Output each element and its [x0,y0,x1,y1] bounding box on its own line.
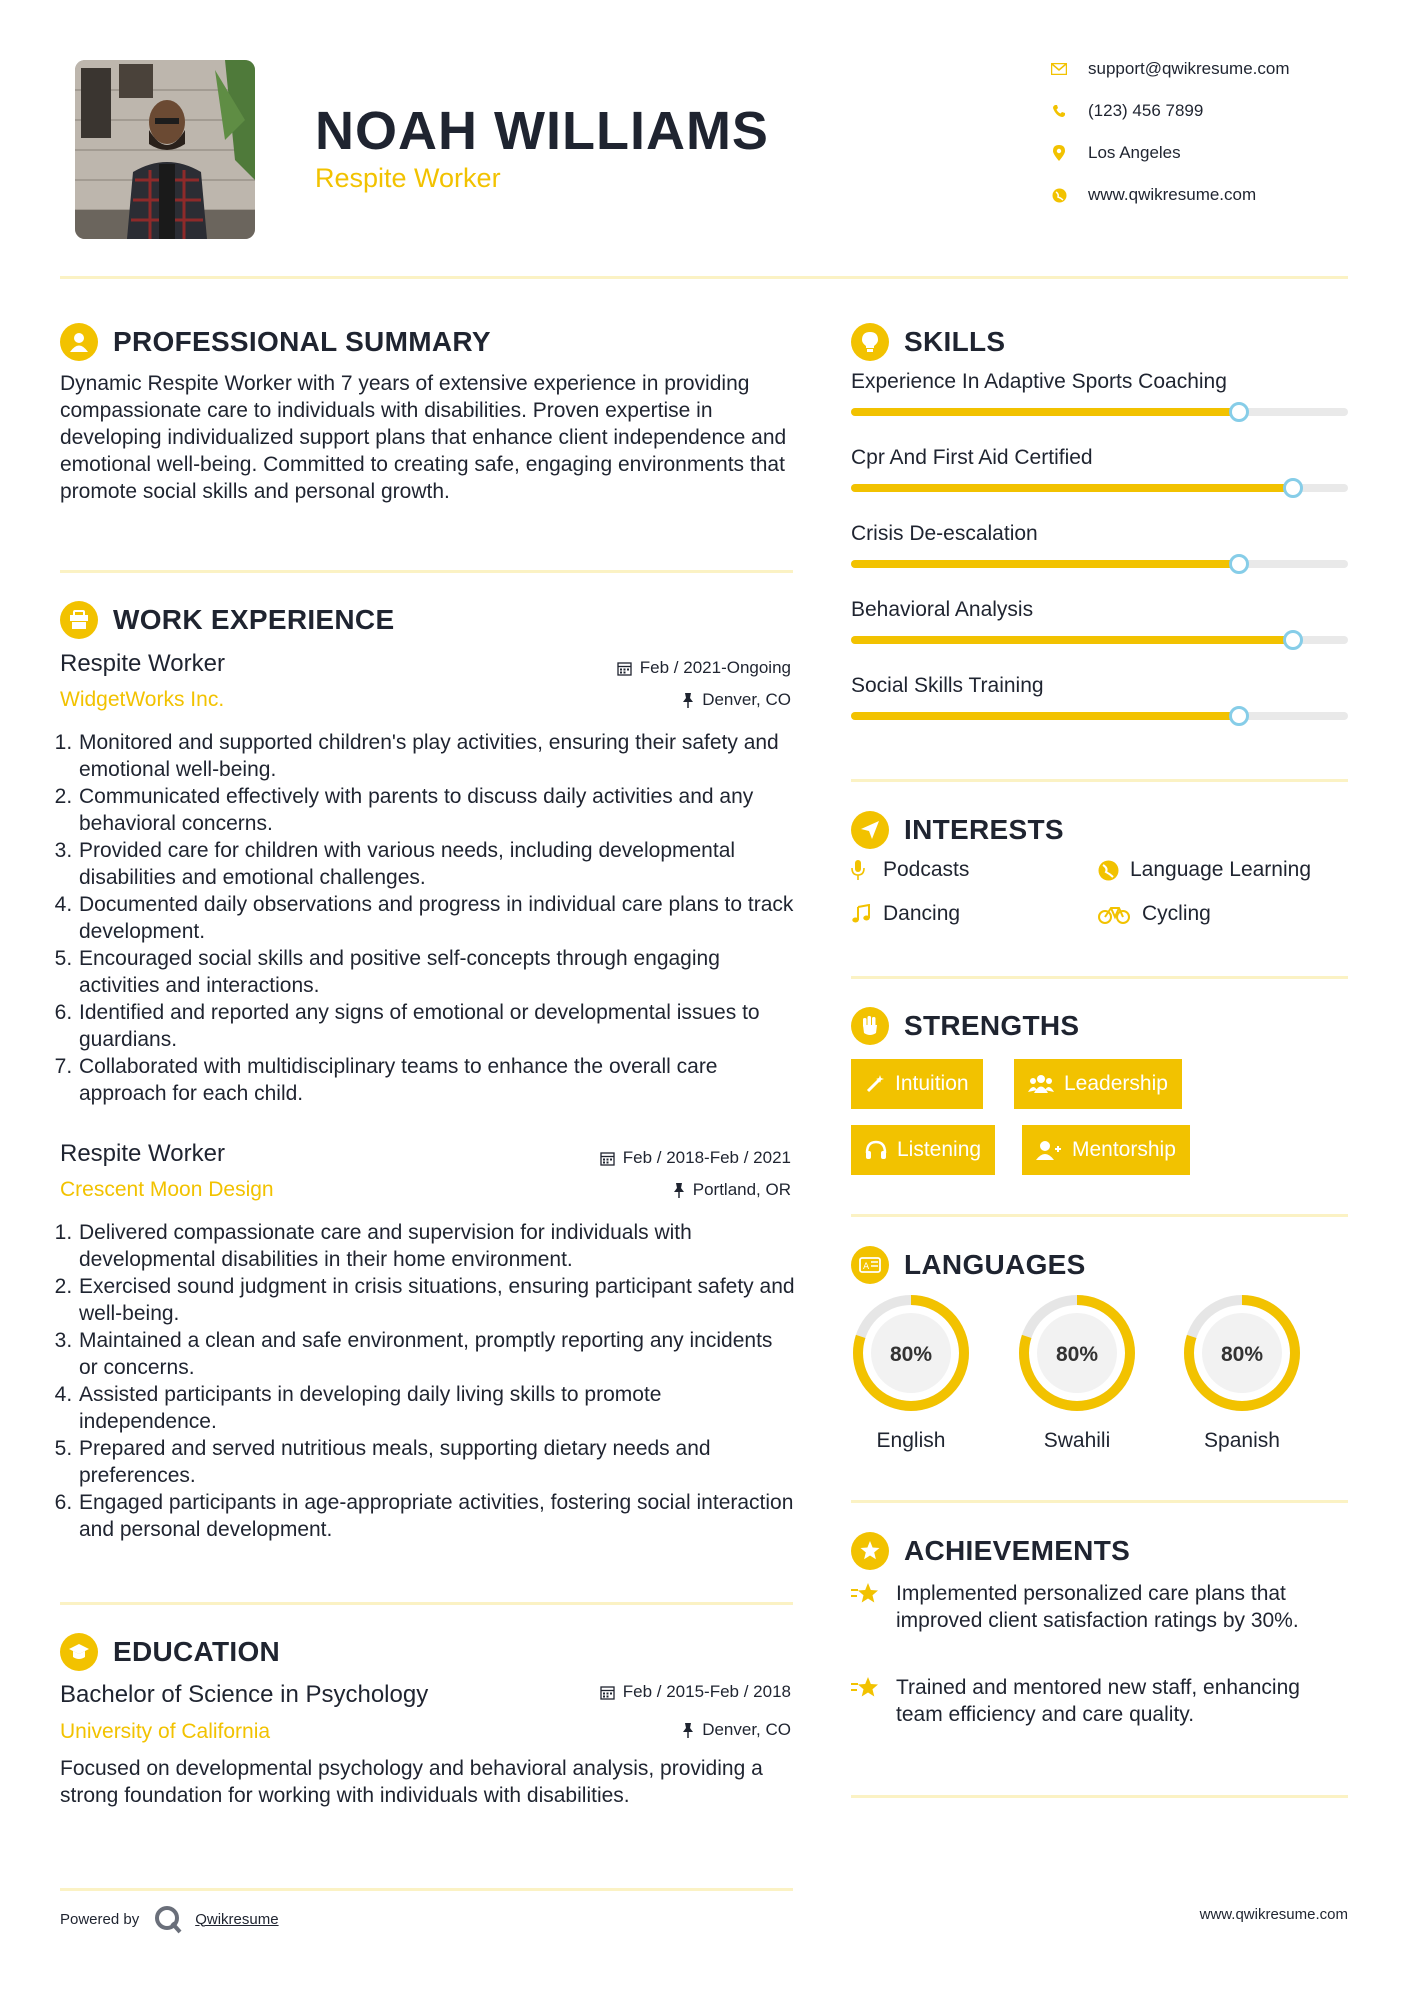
calendar-icon [617,661,632,676]
language-ring [1181,1292,1303,1414]
strengths-heading [851,1006,1079,1046]
job-2-company: Crescent Moon Design [60,1178,274,1201]
summary-heading [60,322,491,362]
skill-item [851,674,1348,750]
languages-divider [851,1500,1348,1503]
interest-item [1098,858,1311,882]
language-item [1181,1292,1303,1453]
list-item: 2. Exercised sound judgment in crisis situations, ensuring participant safety and well-being. [78,1273,795,1327]
education-location [500,1720,791,1740]
contact-website-text: www.qwikresume.com [1088,185,1257,204]
list-item: 1. Monitored and supported children's play activities, ensuring their safety and emotional well-being. [78,729,795,783]
skill-bar-knob [1229,554,1249,574]
users-icon [1028,1074,1054,1094]
summary-text: Dynamic Respite Worker with 7 years of extensive experience in providing compassionate care to individuals with disabilities. Proven expertise in developing individualized support plans that enhance client independence and emotional well-being. Committed to creating safe, engaging environments that promote social skills and personal growth. [60,372,787,503]
language-ring [1016,1292,1138,1414]
strengths-title: STRENGTHS [904,1010,1080,1041]
headphones-icon [865,1140,887,1160]
star-badge-icon [851,1532,889,1570]
job-2-dates-text: Feb / 2018-Feb / 2021 [622,1148,791,1167]
achievement-text: Trained and mentored new staff, enhancing team efficiency and care quality. [896,1676,1300,1726]
pushpin-icon [682,693,694,708]
graduation-icon [60,1633,98,1671]
job-2-dates [500,1148,791,1168]
header-divider [60,276,1348,279]
list-item: 4. Documented daily observations and progress in individual care plans to track development. [78,891,795,945]
qwikresume-link[interactable]: Qwikresume [195,1910,279,1928]
contact-phone-text: (123) 456 7899 [1088,101,1204,120]
strength-chip [1022,1125,1190,1175]
job-2-location-text: Portland, OR [692,1180,791,1199]
language-label: Swahili [1043,1429,1111,1452]
skill-bar-knob [1229,706,1249,726]
list-item: 6. Identified and reported any signs of emotional or developmental issues to guardians. [78,999,795,1053]
achievements-title: ACHIEVEMENTS [904,1535,1131,1566]
globe-icon [1050,186,1068,204]
phone-icon [1050,102,1068,120]
list-item: 3. Maintained a clean and safe environment, promptly reporting any incidents or concerns. [78,1327,795,1381]
language-percent: 80% [1055,1343,1099,1366]
job-2-location [500,1180,791,1200]
skills-title: SKILLS [904,326,1006,357]
languages-title: LANGUAGES [904,1249,1086,1280]
education-degree: Bachelor of Science in Psychology [60,1681,429,1708]
list-item: 6. Engaged participants in age-appropriate activities, fostering social interaction and personal development. [78,1489,795,1543]
job-1-title: Respite Worker [60,650,225,677]
skill-bar-fill [851,484,1293,492]
experience-heading [60,600,394,640]
candidate-role: Respite Worker [315,163,501,193]
bicycle-icon [1098,904,1140,924]
interests-title: INTERESTS [904,814,1064,845]
interest-label: Language Learning [1130,858,1312,881]
language-label: Spanish [1204,1429,1280,1452]
languages-heading [851,1245,1086,1285]
language-label: English [876,1429,946,1452]
contact-location [1050,138,1360,168]
job-1-dates [500,658,791,678]
briefcase-icon [60,601,98,639]
achievement-text: Implemented personalized care plans that improved client satisfaction ratings by 30%. [896,1582,1299,1632]
raised-fist-icon [851,1007,889,1045]
strength-label: Listening [897,1138,982,1161]
contact-email[interactable] [1050,54,1360,84]
strength-label: Intuition [895,1072,969,1095]
skill-bar [851,712,1348,720]
globe-icon [1098,860,1128,881]
profile-photo [75,60,255,239]
skill-item [851,446,1348,522]
skill-bar-knob [1283,630,1303,650]
music-note-icon [851,904,881,924]
skill-name: Cpr And First Aid Certified [851,446,1093,469]
achievement-item [851,1674,1348,1728]
list-item: 1. Delivered compassionate care and supervision for individuals with developmental disabilities in their home environment. [78,1219,795,1273]
skill-bar [851,408,1348,416]
skills-list [851,370,1348,750]
skill-bar-fill [851,408,1239,416]
summary-title: PROFESSIONAL SUMMARY [113,326,491,357]
interests-divider [851,976,1348,979]
skill-name: Experience In Adaptive Sports Coaching [851,370,1227,393]
user-plus-icon [1036,1140,1062,1160]
paper-plane-icon [851,811,889,849]
strength-chip [851,1059,983,1109]
skill-name: Behavioral Analysis [851,598,1034,621]
interest-label: Dancing [883,902,961,925]
envelope-icon [1050,60,1068,78]
skill-bar-fill [851,636,1293,644]
microphone-icon [851,859,881,881]
language-item [1016,1292,1138,1453]
education-school: University of California [60,1720,271,1743]
job-1-company: WidgetWorks Inc. [60,688,225,711]
education-dates [500,1682,791,1702]
interest-label: Cycling [1142,902,1211,925]
strength-label: Mentorship [1072,1138,1176,1161]
job-1-location [500,690,791,710]
education-dates-text: Feb / 2015-Feb / 2018 [622,1682,791,1701]
lightbulb-icon [851,323,889,361]
skills-heading [851,322,1005,362]
footer-powered [60,1904,279,1934]
language-ring [850,1292,972,1414]
skill-item [851,522,1348,598]
strength-label: Leadership [1064,1072,1168,1095]
education-description: Focused on developmental psychology and behavioral analysis, providing a strong foundation for working with individuals with disabilities. [60,1757,763,1807]
skill-bar-knob [1229,402,1249,422]
skill-item [851,370,1348,446]
achievements-heading [851,1531,1130,1571]
job-1-location-text: Denver, CO [702,690,791,709]
contact-email-text: support@qwikresume.com [1088,59,1290,78]
user-icon [60,323,98,361]
education-heading [60,1632,280,1672]
skill-name: Social Skills Training [851,674,1044,697]
calendar-icon [600,1685,615,1700]
language-icon [851,1246,889,1284]
education-location-text: Denver, CO [702,1720,791,1739]
strength-chip [1014,1059,1182,1109]
interest-item [851,858,969,882]
candidate-name: NOAH WILLIAMS [315,101,769,161]
list-item: 7. Collaborated with multidisciplinary teams to enhance the overall care approach for each child. [78,1053,795,1107]
magic-wand-icon [865,1074,885,1094]
interest-label: Podcasts [883,858,970,881]
summary-divider [60,570,793,573]
calendar-icon [600,1151,615,1166]
interest-item [1098,902,1211,926]
star-icon [851,1580,896,1613]
job-1-dates-text: Feb / 2021-Ongoing [639,658,791,677]
interest-item [851,902,960,926]
job-1-bullets [60,729,795,1107]
skill-bar-fill [851,560,1239,568]
skill-bar [851,560,1348,568]
education-title: EDUCATION [113,1636,281,1667]
list-item: 2. Communicated effectively with parents to discuss daily activities and any behavioral concerns. [78,783,795,837]
contact-website[interactable] [1050,180,1360,210]
strengths-divider [851,1214,1348,1217]
interests-heading [851,810,1064,850]
experience-divider [60,1602,793,1605]
list-item: 5. Encouraged social skills and positive self-concepts through engaging activities and interactions. [78,945,795,999]
achievements-divider [851,1795,1348,1798]
skill-name: Crisis De-escalation [851,522,1038,545]
list-item: 3. Provided care for children with various needs, including developmental disabilities and emotional challenges. [78,837,795,891]
skill-item [851,598,1348,674]
skill-bar [851,484,1348,492]
language-percent: 80% [889,1343,933,1366]
skill-bar-knob [1283,478,1303,498]
experience-title: WORK EXPERIENCE [113,604,395,635]
job-2-bullets [60,1219,795,1543]
star-icon [851,1674,896,1707]
pushpin-icon [682,1723,694,1738]
qwikresume-logo-icon [153,1904,183,1934]
map-pin-icon [1050,144,1068,162]
footer-divider [60,1888,793,1891]
list-item: 5. Prepared and served nutritious meals, supporting dietary needs and preferences. [78,1435,795,1489]
job-2-title: Respite Worker [60,1140,225,1167]
powered-by-label: Powered by [60,1910,140,1928]
language-percent: 80% [1220,1343,1264,1366]
footer-website[interactable]: www.qwikresume.com [1199,1906,1348,1923]
contact-location-text: Los Angeles [1088,143,1181,162]
language-item [850,1292,972,1453]
skill-bar [851,636,1348,644]
achievement-item [851,1580,1348,1634]
skills-divider [851,779,1348,782]
list-item: 4. Assisted participants in developing daily living skills to promote independence. [78,1381,795,1435]
skill-bar-fill [851,712,1239,720]
pushpin-icon [673,1183,685,1198]
contact-phone[interactable] [1050,96,1360,126]
strength-chip [851,1125,995,1175]
svg-text:A: A [863,1262,870,1272]
